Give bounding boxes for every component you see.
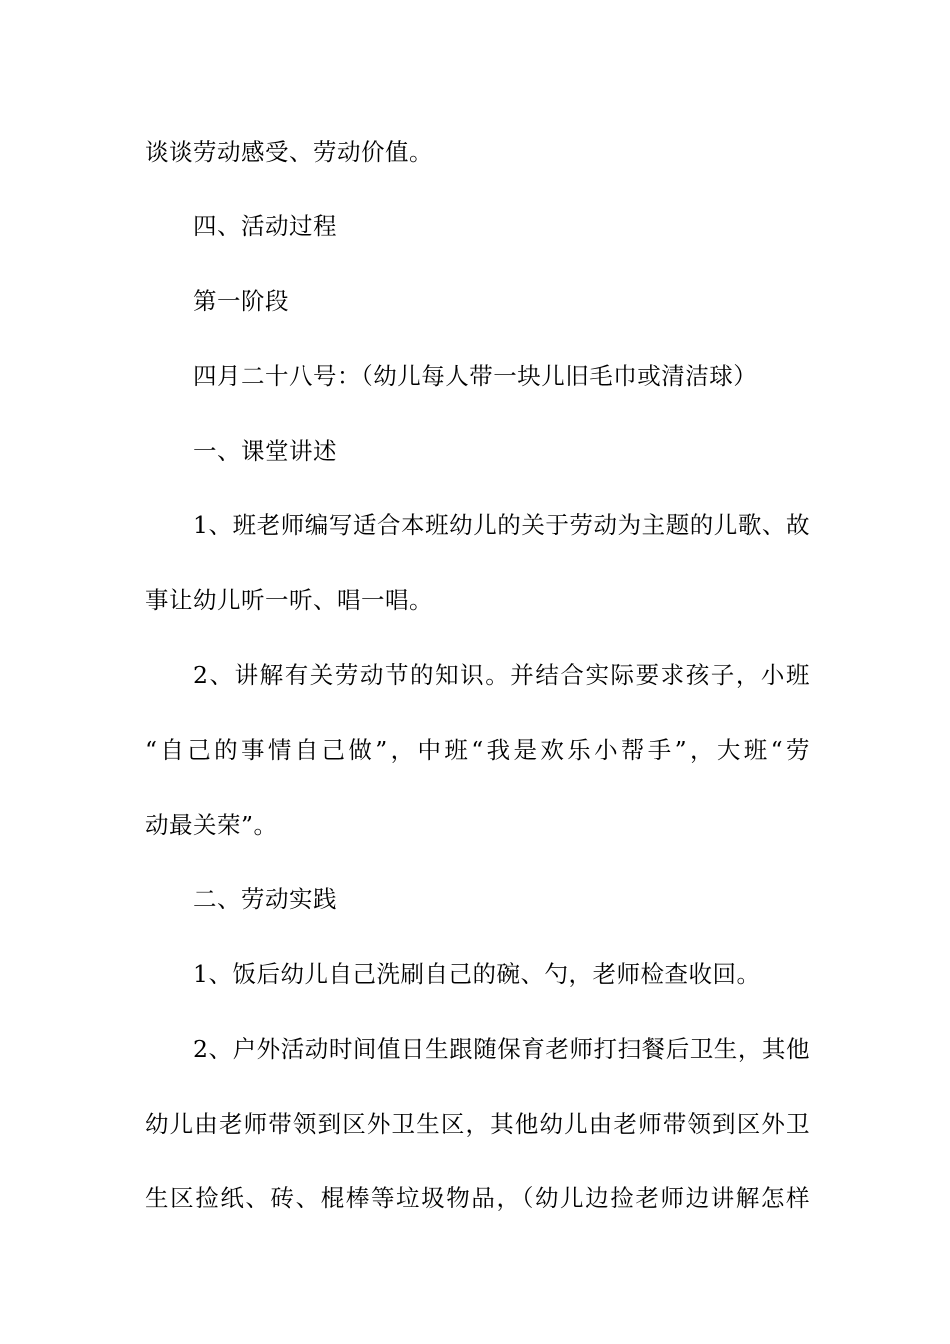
subheading-practice: 二、劳动实践 [193, 885, 337, 913]
date-line: 四月二十八号：（幼儿每人带一块儿旧毛巾或清洁球） [193, 362, 758, 390]
text-line-practice2b: 幼儿由老师带领到区外卫生区，其他幼儿由老师带领到区外卫 [145, 1110, 810, 1138]
text-line-item1a: 1、班老师编写适合本班幼儿的关于劳动为主题的儿歌、故 [193, 511, 810, 539]
text-line-practice2a: 2、户外活动时间值日生跟随保育老师打扫餐后卫生，其他 [193, 1035, 810, 1063]
stage-heading-first: 第一阶段 [193, 287, 289, 315]
subheading-classroom: 一、课堂讲述 [193, 437, 337, 465]
text-line-item2a: 2、讲解有关劳动节的知识。并结合实际要求孩子，小班 [193, 661, 810, 689]
text-line-item2c: 动最关荣”。 [145, 811, 278, 839]
section-heading-activity-process: 四、活动过程 [193, 212, 337, 240]
text-line-item1b: 事让幼儿听一听、唱一唱。 [145, 586, 433, 614]
text-line-practice1: 1、饭后幼儿自己洗刷自己的碗、勺，老师检查收回。 [193, 960, 761, 988]
text-line-1: 谈谈劳动感受、劳动价值。 [145, 138, 433, 166]
text-line-item2b: “自己的事情自己做”，中班“我是欢乐小帮手”，大班“劳 [145, 736, 810, 764]
text-line-practice2c: 生区捡纸、砖、棍棒等垃圾物品，（幼儿边捡老师边讲解怎样 [145, 1184, 810, 1212]
